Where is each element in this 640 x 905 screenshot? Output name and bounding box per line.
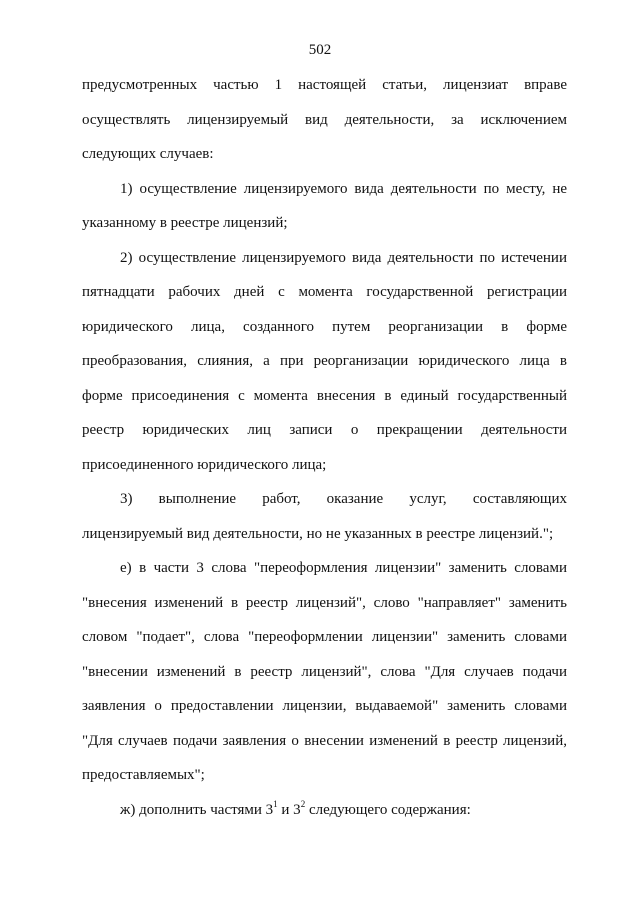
superscript-1: 1 — [273, 798, 278, 809]
list-item-2-line: реестр юридических лиц записи о прекращении деятельности — [82, 422, 567, 438]
text-line: предусмотренных частью 1 настоящей статьи, лицензиат вправе — [82, 77, 567, 93]
list-item-3-line: лицензируемый вид деятельности, но не указанных в реестре лицензий."; — [82, 525, 554, 542]
list-item-2-line: юридического лица, созданного путем реорганизации в форме — [82, 318, 567, 335]
list-item-2-line: 2) осуществление лицензируемого вида деятельности по истечении — [120, 249, 567, 266]
list-item-2-line: пятнадцати рабочих дней с момента государственной регистрации — [82, 284, 567, 300]
amendment-zh-line — [82, 793, 567, 828]
list-item-1-line: указанному в реестре лицензий; — [82, 215, 288, 231]
superscript-2: 2 — [300, 798, 306, 809]
page-number: 502 — [308, 42, 332, 58]
document-body — [82, 68, 567, 827]
list-item-2-line: преобразования, слияния, а при реорганизации юридического лица в — [82, 353, 567, 369]
amendment-zh-middle: и 3 — [277, 801, 301, 818]
amendment-e-line: е) в части 3 слова "переоформления лицензии" заменить словами — [120, 560, 567, 576]
list-item-2-line: присоединенного юридического лица; — [82, 456, 327, 473]
amendment-e-line: "внесения изменений в реестр лицензий", слово "направляет" заменить — [82, 594, 567, 611]
amendment-e-line: словом "подает", слова "переоформлении лицензии" заменить словами — [82, 629, 567, 645]
amendment-e-line: "внесении изменений в реестр лицензий", слова "Для случаев подачи — [82, 663, 567, 680]
amendment-e-line: предоставляемых"; — [82, 767, 205, 783]
list-item-2-line: форме присоединения с момента внесения в единый государственный — [82, 387, 567, 404]
amendment-zh-suffix: следующего содержания: — [305, 801, 471, 818]
list-item-1-line: 1) осуществление лицензируемого вида деятельности по месту, не — [120, 180, 567, 197]
text-line: следующих случаев: — [82, 146, 214, 162]
amendment-e-line: заявления о предоставлении лицензии, выдаваемой" заменить словами — [82, 698, 567, 714]
amendment-zh-prefix: ж) дополнить частями 3 — [120, 801, 274, 818]
list-item-3-line: 3) выполнение работ, оказание услуг, составляющих — [120, 491, 567, 507]
text-line: осуществлять лицензируемый вид деятельности, за исключением — [82, 111, 567, 128]
amendment-e-line: "Для случаев подачи заявления о внесении изменений в реестр лицензий, — [82, 732, 567, 749]
